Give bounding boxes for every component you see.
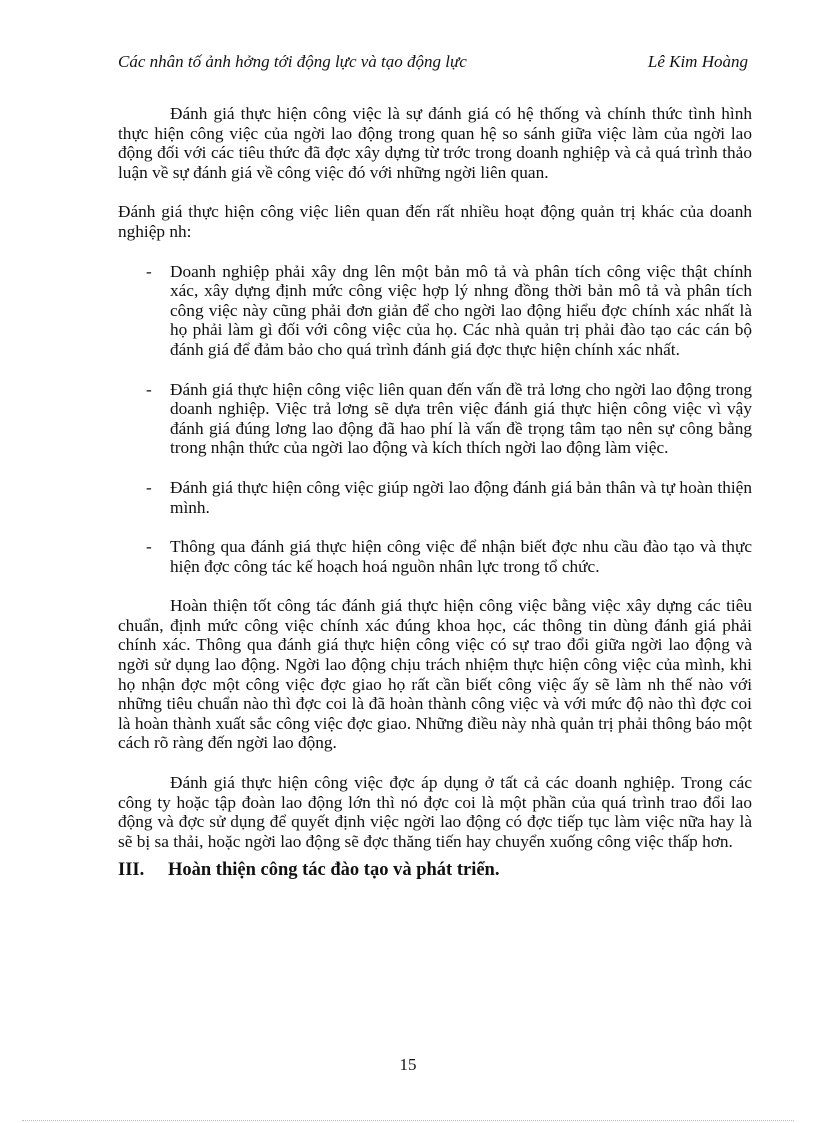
section-number: III. xyxy=(118,860,145,881)
page-bottom-border xyxy=(22,1120,794,1121)
page-header xyxy=(118,52,748,76)
bullet-marker: - xyxy=(146,477,152,497)
bullet-marker: - xyxy=(146,379,152,399)
section-heading xyxy=(118,861,752,881)
paragraph-4: Đánh giá thực hiện công việc đợc áp dụng ở tất cả các doanh nghiệp. Trong các công ty hoặc tập đoàn lao động lớn thì nó đợc coi là một phần của quá trình trao đổi lao động và đợc sử dụng để quyết định việc ngời lao động có đợc tiếp tục làm việc nữa hay là sẽ bị sa thải, hoặc ngời lao động sẽ đợc thăng tiến hay chuyển xuống công việc thấp hơn. xyxy=(118,773,752,851)
paragraph-2: Đánh giá thực hiện công việc liên quan đến rất nhiều hoạt động quản trị khác của doanh nghiệp nh: xyxy=(118,202,752,241)
header-title: Các nhân tố ảnh hởng tới động lực và tạo động lực xyxy=(118,52,467,71)
bullet-item-4 xyxy=(118,537,752,576)
bullet-item-1 xyxy=(118,262,752,360)
page-number: 15 xyxy=(399,1055,417,1074)
bullet-text: Doanh nghiệp phải xây dng lên một bản mô tả và phân tích công việc thật chính xác, xây dựng định mức công việc hợp lý nhng đồng thời bản mô tả và phân tích công việc này cũng phải đơn giản để cho ngời lao động hiểu đợc chính xác nhất là họ phải làm gì đối với công việc của họ. Các nhà quản trị phải đào tạo các cán bộ đánh giá để đảm bảo cho quá trình đánh giá đợc thực hiện chính xác nhất. xyxy=(170,261,752,359)
bullet-text: Đánh giá thực hiện công việc liên quan đến vấn đề trả lơng cho ngời lao động trong doanh nghiệp. Việc trả lơng sẽ dựa trên việc đánh giá thực hiện công việc vì vậy đánh giá đúng lơng lao động đã hao phí là vấn đề trọng tâm tạo nên sự công bằng trong nhận thức của ngời lao động và kích thích ngời lao động làm việc. xyxy=(170,379,752,458)
bullet-marker: - xyxy=(146,537,152,557)
bullet-item-2 xyxy=(118,380,752,458)
bullet-marker: - xyxy=(146,261,152,281)
paragraph-3: Hoàn thiện tốt công tác đánh giá thực hiện công việc bằng việc xây dựng các tiêu chuẩn, định mức công việc chính xác đúng khoa học, các thông tin dùng đánh giá phải chính xác. Thông qua đánh giá thực hiện công việc có sự trao đổi giữa ngời lao động và ngời sử dụng lao động. Ngời lao động chịu trách nhiệm thực hiện công việc của mình, khi họ nhận đợc một công việc đợc giao họ rất cần biết công việc ấy sẽ làm nh thế nào với những tiêu chuẩn nào thì đợc coi là đã hoàn thành công việc và với mức độ nào thì đợc coi là hoàn thành xuất sắc công việc đợc giao. Những điều này nhà quản trị phải thông báo một cách rõ ràng đến ngời lao động. xyxy=(118,596,752,753)
paragraph-1: Đánh giá thực hiện công việc là sự đánh giá có hệ thống và chính thức tình hình thực hiện công việc của ngời lao động trong quan hệ so sánh giữa việc làm của ngời lao động đối với các tiêu thức đã đợc xây dựng từ trớc trong doanh nghiệp và cả quá trình thảo luận về sự đánh giá về công việc đó với những ngời liên quan. xyxy=(118,104,752,182)
header-author: Lê Kim Hoàng xyxy=(647,52,748,71)
section-title: Hoàn thiện công tác đào tạo và phát triển. xyxy=(168,860,500,881)
document-body xyxy=(118,104,752,881)
bullet-text: Thông qua đánh giá thực hiện công việc để nhận biết đợc nhu cầu đào tạo và thực hiện đợc công tác kế hoạch hoá nguồn nhân lực trong tổ chức. xyxy=(170,537,752,576)
bullet-item-3 xyxy=(118,478,752,517)
bullet-text: Đánh giá thực hiện công việc giúp ngời lao động đánh giá bản thân và tự hoàn thiện mình. xyxy=(170,477,752,517)
